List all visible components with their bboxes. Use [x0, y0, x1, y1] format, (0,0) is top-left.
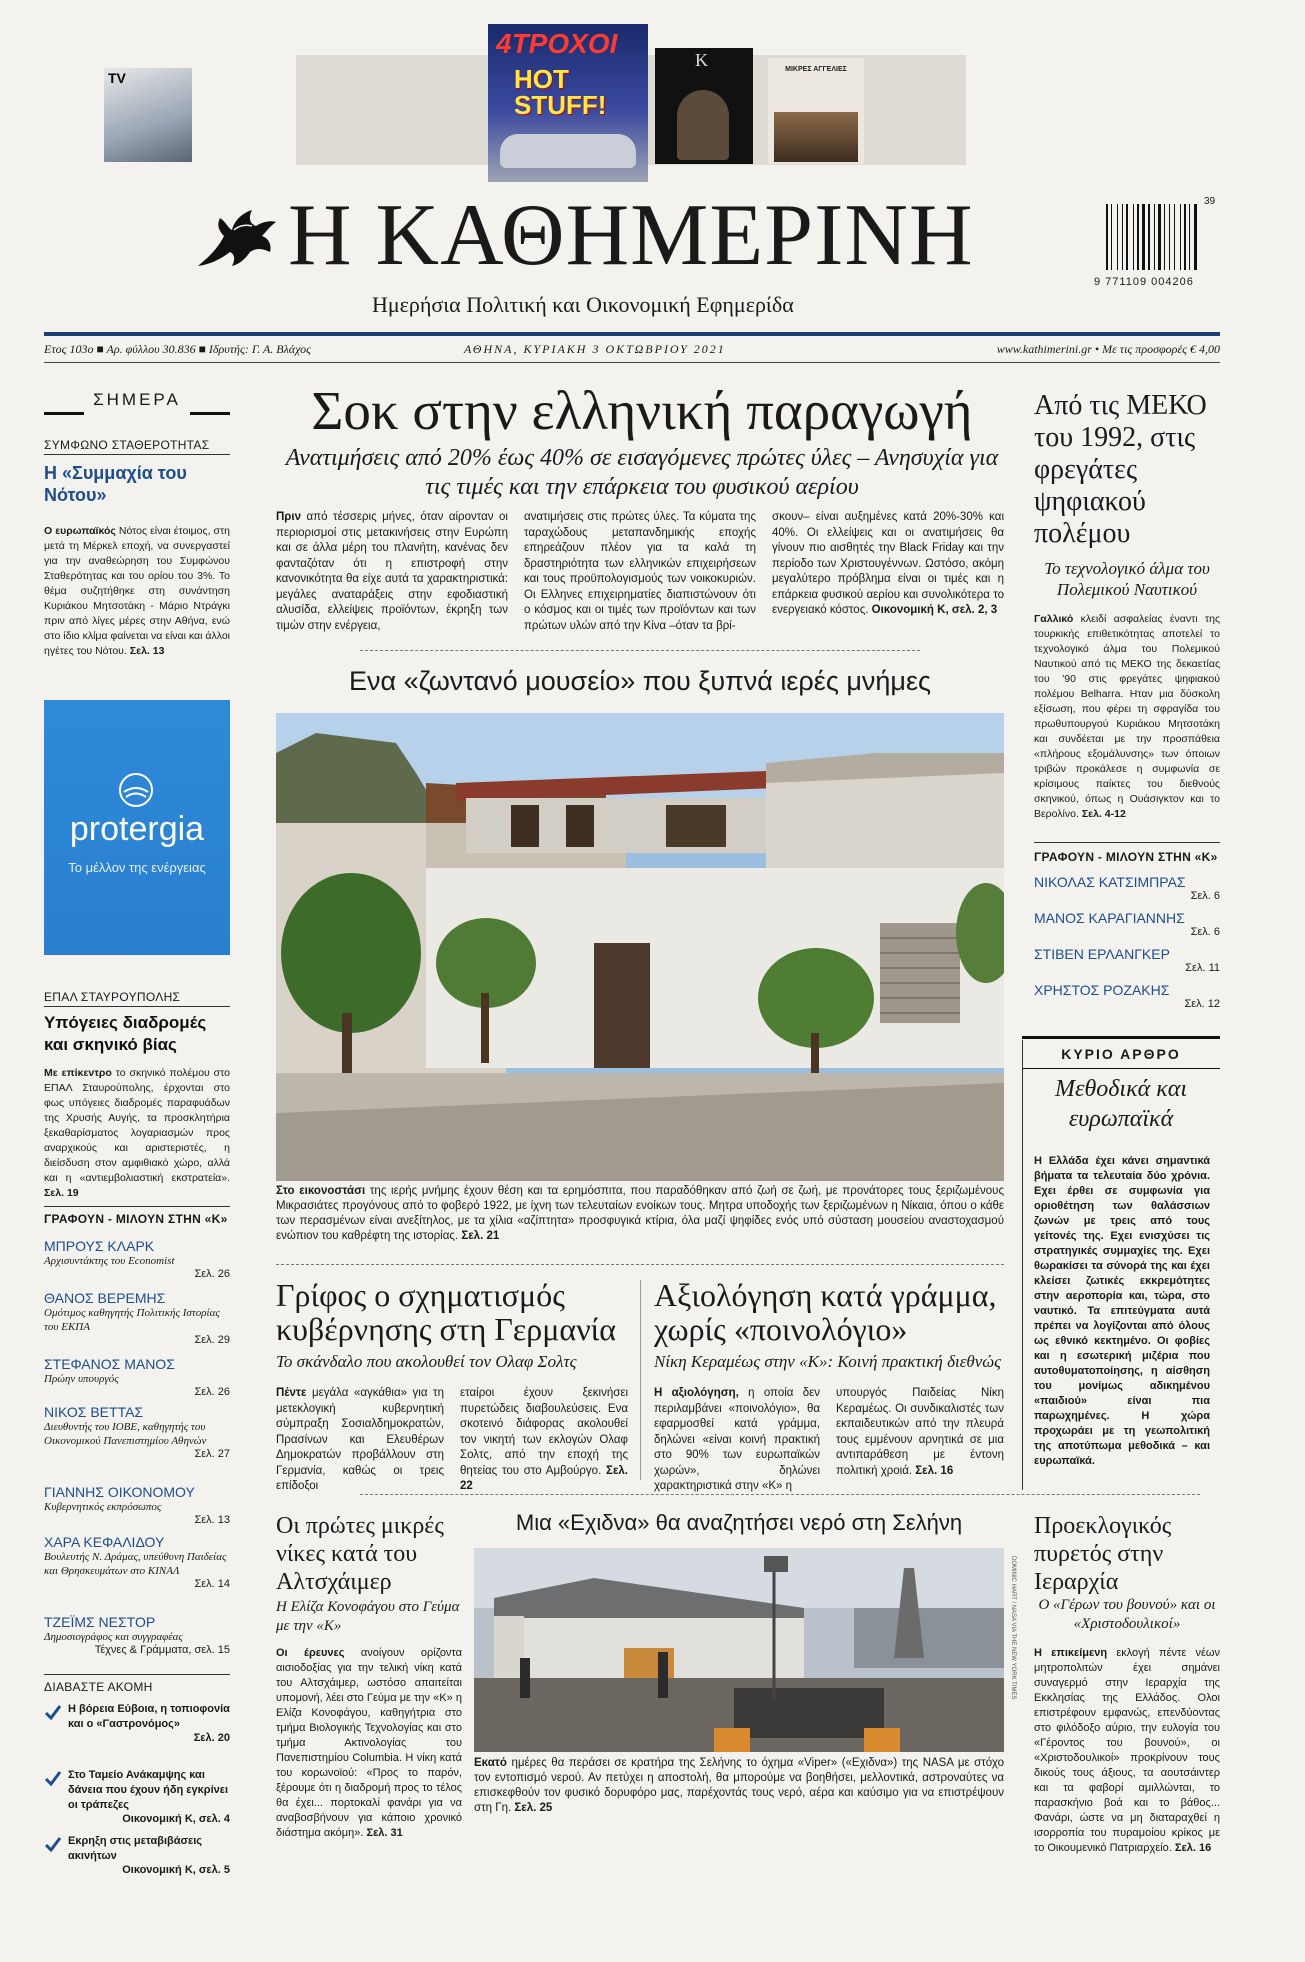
- writer-entry[interactable]: [44, 1290, 230, 1346]
- read-more-label: ΔΙΑΒΑΣΤΕ ΑΚΟΜΗ: [44, 1680, 153, 1694]
- today-rule-left: [44, 412, 84, 415]
- read-more-ref: Σελ. 20: [193, 1732, 230, 1744]
- writer-ref: Σελ. 6: [1190, 890, 1220, 902]
- evaluation-col2-text: υπουργός Παιδείας Νίκη Κεραμέως. Οι συνδικαλιστές των εκπαιδευτικών από την πλευρά τους εμμένουν αρνητικά σε μια αντιπαράθεση με έντονη πολιτική χροιά.: [836, 1387, 1004, 1477]
- editorial-label-rule: [1022, 1068, 1220, 1069]
- writer-entry[interactable]: [44, 1484, 230, 1526]
- writer-entry[interactable]: [44, 1614, 230, 1656]
- interior-image: [774, 112, 858, 162]
- story1-headline[interactable]: Η «Συμμαχία του Νότου»: [44, 463, 187, 505]
- read-more-item[interactable]: [44, 1768, 230, 1825]
- story2-lead: Με επίκεντρο: [44, 1067, 112, 1079]
- separator: [360, 650, 920, 651]
- writer-name: ΧΑΡΑ ΚΕΦΑΛΙΔΟΥ: [44, 1534, 165, 1550]
- today-label: ΣΗΜΕΡΑ: [93, 390, 181, 409]
- writer-role: Βουλευτής Ν. Δράμας, υπεύθυνη Παιδείας και Θρησκευμάτων στο ΚΙΝΑΛ: [44, 1551, 227, 1577]
- hierarchy-body: [1034, 1646, 1220, 1856]
- museum-caption-text: της ιερής μνήμης έχουν θέση και τα ερημόσπιτα, που παραδόθηκαν από ζωή σε ζωή, με προνάτορες τους ξεριζωμένους Μικρασιάτες προγόνους από το φοβερό 1922, με ίχνη των τελευταίων ενοίκων τους. Μητρα υποδοχής των ξεριζωμένων η Νίκαια, όπου ο κάθε των περασμένων είναι ανεξίτηλος, με τα χίλια «αζίπτητα» προσφυγικά κτίρια, όλα μαζί ψηφίδες ενός υπό σύσταση μουσείου αναστοχασμού ενώπιον του καθρέφτη της ιστορίας.: [276, 1185, 1004, 1242]
- main-subheadline: Ανατιμήσεις από 20% έως 40% σε εισαγόμενες πρώτες ύλες – Ανησυχία για τις τιμές και την επάρκεια του φυσικού αερίου: [285, 445, 999, 500]
- alzheimer-text: ανοίγουν ορίζοντα αισιοδοξίας για την τελική νίκη κατά του Αλτσχάιμερ, ωστόσο απαιτείται υπομονή, λέει στο Γεύμα με την «Κ» η Ελίζα Κονοφάγου, καθηγήτρια στο τμήμα Βιολογικής Τεχνολογίας και στο τμήμα Ακτινολογίας του Πανεπιστημίου Columbia. Η νίκη κατά του κορωνοϊού: «Προς το παρόν, ξέρουμε ότι η διαδρομή προς το τέλος θα έχει... πορτοκαλί φανάρι για να αναβοσβήνουν για κάποιο χρονικό διάστημα ακόμη».: [276, 1647, 462, 1839]
- left-writers-label: ΓΡΑΦΟΥΝ - ΜΙΛΟΥΝ ΣΤΗΝ «Κ»: [44, 1212, 228, 1226]
- writer-role: Αρχισυντάκτης του Economist: [44, 1255, 175, 1267]
- story2-body: [44, 1066, 230, 1201]
- barcode-bar: [1158, 204, 1161, 270]
- rule: [44, 454, 230, 455]
- today-rule-right: [190, 412, 230, 415]
- germany-subheadline: Το σκάνδαλο που ακολουθεί τον Ολαφ Σολτς: [276, 1352, 577, 1371]
- barcode-bar: [1137, 204, 1139, 270]
- writer-entry[interactable]: [44, 1534, 230, 1590]
- guitarist-image: [677, 90, 729, 160]
- barcode-bar: [1111, 204, 1112, 270]
- story1-kicker: ΣΥΜΦΩΝΟ ΣΤΑΘΕΡΟΤΗΤΑΣ: [44, 438, 210, 452]
- info-date: ΑΘΗΝΑ, ΚΥΡΙΑΚΗ 3 ΟΚΤΩΒΡΙΟΥ 2021: [464, 342, 726, 356]
- exidna-caption-text: ημέρες θα περάσει σε κρατήρα της Σελήνης το όχημα «Viper» («Εχιδνα») της NASA με στόχο τον εντοπισμό νερού. Αν πετύχει η αποστολή, θα μπορούμε να βοηθήσει, μελλοντικά, αστροναύτες να επισκεφθούν τον φυσικό δορυφόρο μας, παρέχοντάς τους νερό, αέρα και καύσιμο για να επιστρέψουν στη Γη.: [474, 1757, 1004, 1814]
- exidna-ref[interactable]: Σελ. 25: [514, 1802, 553, 1814]
- evaluation-ref[interactable]: Σελ. 16: [915, 1464, 954, 1477]
- main-col1-text: από τέσσερις μήνες, όταν αίρονταν οι περιορισμοί στις μετακινήσεις στην Ευρώπη και σε άλλα μέρη του πλανήτη, κανένας δεν φανταζόταν ότι η επιστροφή στην κανονικότητα θα είχε αυτά τα χαρακτηριστικά: μεγάλες αναταράξεις στην εφοδιαστική αλυσίδα, ελλείψεις προϊόντων, έκρηξη των τιμών στην ενέργεια,: [276, 511, 508, 632]
- writer-entry[interactable]: [1034, 910, 1220, 938]
- rule: [44, 1674, 230, 1675]
- barcode-bar: [1117, 204, 1118, 270]
- germany-col2: [460, 1386, 628, 1495]
- museum-headline[interactable]: Ενα «ζωντανό μουσείο» που ξυπνά ιερές μνήμες: [348, 666, 932, 696]
- main-col3: [772, 510, 1004, 619]
- info-website-price[interactable]: www.kathimerini.gr • Με τις προσφορές € 4,00: [996, 342, 1220, 356]
- alzheimer-headline[interactable]: Οι πρώτες μικρές νίκες κατά του Αλτσχάιμερ: [276, 1513, 444, 1595]
- museum-ref[interactable]: Σελ. 21: [461, 1230, 500, 1242]
- barcode-number: 9 771109 004206: [1094, 276, 1194, 288]
- meko-subheadline: Το τεχνολογικό άλμα του Πολεμικού Ναυτικού: [1044, 559, 1210, 599]
- read-more-item[interactable]: [44, 1834, 230, 1876]
- writer-name: ΣΤΕΦΑΝΟΣ ΜΑΝΟΣ: [44, 1356, 175, 1372]
- right-writers-label: ΓΡΑΦΟΥΝ - ΜΙΛΟΥΝ ΣΤΗΝ «Κ»: [1034, 850, 1218, 864]
- writer-name: ΧΡΗΣΤΟΣ ΡΟΖΑΚΗΣ: [1034, 982, 1170, 998]
- writer-name: ΝΙΚΟΣ ΒΕΤΤΑΣ: [44, 1404, 144, 1420]
- rule: [44, 1206, 230, 1207]
- barcode-bar: [1126, 204, 1128, 270]
- writer-entry[interactable]: [1034, 982, 1220, 1010]
- barcode-bar: [1189, 204, 1190, 270]
- story2-text: το σκηνικό πολέμου στο ΕΠΑΛ Σταυρούπολης, έρχονται στο φως υπόγειες διαδρομές παραφυάδων της Χρυσής Αυγής, τα προσκλητήρια ξεκαθαρίσματος λογαριασμών προς αναρχικούς και αριστεριστές, η διείσδυση στον αμφιθιακό χώρο, αλλά και η «αντιεμβολιαστική εκστρατεία».: [44, 1067, 230, 1184]
- promo-k-label: K: [695, 50, 708, 70]
- barcode-bar: [1142, 204, 1145, 270]
- house-photo[interactable]: [276, 713, 1004, 1181]
- checkmark-icon: [44, 1704, 62, 1722]
- editorial-box-left: [1022, 1040, 1023, 1490]
- barcode-icon: [1104, 204, 1222, 272]
- evaluation-col1-text: η οποία δεν περιλαμβάνει «ποινολόγιο», θα εφαρμοσθεί κατά γράμμα, δηλώνει «είναι κοινή πρακτική στο 90% των ευρωπαϊκών χωρών», δηλώνει χαρακτηριστικά στην «Κ» η: [654, 1387, 821, 1492]
- read-more-text: Εκρηξη στις μεταβιβάσεις ακινήτων: [68, 1835, 203, 1862]
- barcode-bar: [1184, 204, 1186, 270]
- editorial-headline[interactable]: Μεθοδικά και ευρωπαϊκά: [1055, 1076, 1187, 1132]
- promo-4trochoi-cover: HOT STUFF!: [514, 64, 607, 120]
- protergia-tagline: Το μέλλον της ενέργειας: [68, 860, 206, 875]
- read-more-ref: Οικονομική Κ, σελ. 4: [122, 1813, 230, 1825]
- writer-ref: Σελ. 29: [194, 1334, 230, 1346]
- writer-name: ΓΙΑΝΝΗΣ ΟΙΚΟΝΟΜΟΥ: [44, 1484, 195, 1500]
- writer-entry[interactable]: [44, 1404, 230, 1460]
- barcode-bar: [1164, 204, 1165, 270]
- separator: [276, 1264, 1004, 1265]
- meko-headline[interactable]: Από τις ΜΕΚΟ του 1992, στις φρεγάτες ψηφιακού πολέμου: [1034, 390, 1207, 549]
- exidna-caption: [474, 1756, 1004, 1816]
- writer-name: ΜΠΡΟΥΣ ΚΛΑΡΚ: [44, 1238, 155, 1254]
- alzheimer-ref[interactable]: Σελ. 31: [366, 1827, 403, 1839]
- hierarchy-ref[interactable]: Σελ. 16: [1174, 1842, 1212, 1854]
- promo-tv-label: TV: [108, 70, 126, 86]
- info-edition: Ετος 103ο ■ Αρ. φύλλου 30.836 ■ Ιδρυτής: Γ. Α. Βλάχος: [44, 342, 311, 356]
- writer-entry[interactable]: [44, 1238, 230, 1280]
- griffin-logo-icon: [190, 196, 280, 276]
- main-col2: ανατιμήσεις στις πρώτες ύλες. Τα κύματα της ταραχώδους μεταπανδημικής εποχής επηρεάζουν πλέον για τα καλά τη δραστηριότητα των ελληνικών επιχειρήσεων και τους προϋπολογισμούς των νοικοκυριών. Οι Ελληνες επιχειρηματίες διαπιστώνουν ότι ο κόσμος και οι τιμές των προϊόντων και των πρώτων υλών από την Κίνα –όταν τα βρί-: [524, 511, 756, 632]
- writer-entry[interactable]: [1034, 874, 1220, 902]
- promo-4trochoi-title: 4ΤΡΟΧΟΙ: [496, 28, 618, 59]
- alzheimer-subheadline: Η Ελίζα Κονοφάγου στο Γεύμα με την «Κ»: [276, 1599, 460, 1634]
- barcode-bar: [1148, 204, 1150, 270]
- promo-4trochoi-magazine[interactable]: [488, 24, 648, 182]
- meko-ref[interactable]: Σελ. 4-12: [1081, 808, 1126, 820]
- read-more-text: Η βόρεια Εύβοια, η τοπιοφονία και ο «Γαστρονόμος»: [68, 1703, 230, 1730]
- editorial-label: ΚΥΡΙΟ ΑΡΘΡΟ: [1061, 1046, 1181, 1062]
- rule: [44, 1006, 230, 1007]
- story2-kicker: ΕΠΑΛ ΣΤΑΥΡΟΥΠΟΛΗΣ: [44, 990, 181, 1004]
- hierarchy-subheadline: Ο «Γέρων του βουνού» και οι «Χριστοδουλικοί»: [1038, 1597, 1216, 1632]
- protergia-ad[interactable]: [44, 700, 230, 955]
- evaluation-headline[interactable]: Αξιολόγηση κατά γράμμα, χωρίς «ποινολόγιο»: [654, 1277, 997, 1347]
- writer-entry[interactable]: [44, 1356, 230, 1398]
- hierarchy-lead: Η επικείμενη: [1034, 1647, 1108, 1659]
- alzheimer-body: [276, 1646, 462, 1841]
- editorial-top-rule: [1022, 1036, 1220, 1039]
- masthead-title[interactable]: Η ΚΑΘΗΜΕΡΙΝΗ: [288, 187, 974, 284]
- rover-photo-credit: DOMINIC HART / NASA VIA THE NEW YORK TIMES: [1010, 1556, 1016, 1700]
- meko-body: [1034, 612, 1220, 822]
- evaluation-subheadline: Νίκη Κεραμέως στην «Κ»: Κοινή πρακτική διεθνώς: [654, 1352, 1002, 1371]
- hierarchy-headline[interactable]: Προεκλογικός πυρετός στην Ιεραρχία: [1034, 1513, 1172, 1595]
- barcode-bar: [1174, 204, 1175, 270]
- germany-col2-text: εταίροι έχουν ξεκινήσει πυρετώδεις διαβουλεύσεις. Ενα σκοτεινό διάφορας ακολουθεί τον νικητή των εκλογών Ολαφ Σολτς, από την εποχή της θητείας του στο Αμβούργο.: [460, 1387, 628, 1477]
- writer-role: Διευθυντής του ΙΟΒΕ, καθηγητής του Οικονομικού Πανεπιστημίου Αθηνών: [44, 1421, 207, 1447]
- writer-name: ΘΑΝΟΣ ΒΕΡΕΜΗΣ: [44, 1290, 166, 1306]
- barcode-bar: [1133, 204, 1134, 270]
- car-image: [500, 134, 636, 168]
- writer-entry[interactable]: [1034, 946, 1220, 974]
- read-more-text: Στο Ταμείο Ανάκαμψης και δάνεια που έχουν ήδη εγκρίνει οι τράπεζες: [68, 1769, 229, 1811]
- writer-ref: Σελ. 27: [194, 1448, 230, 1460]
- writer-name: ΤΖΕΪΜΣ ΝΕΣΤΟΡ: [44, 1614, 156, 1630]
- evaluation-col1: [654, 1386, 820, 1495]
- protergia-name: protergia: [69, 810, 205, 848]
- story1-ref[interactable]: Σελ. 13: [129, 645, 165, 657]
- germany-col1-text: μεγάλα «αγκάθια» για τη μετεκλογική κυβερνητική σύμπραξη Σοσιαλδημοκρατών, Πρασίνων και Ελευθέρων Δημοκρατών προβάλλουν στη Γερμανία, καθώς οι τρεις επίδοξοι: [276, 1387, 444, 1492]
- writer-ref: Σελ. 12: [1184, 998, 1220, 1010]
- exidna-headline[interactable]: Μια «Εχιδνα» θα αναζητήσει νερό στη Σελήνη: [515, 1510, 963, 1535]
- barcode-bar: [1122, 204, 1123, 270]
- story1-text: Νότος είναι έτοιμος, στη μετά τη Μέρκελ εποχή, να συνεργαστεί για την αναθεώρηση του Συμφώνου Σταθερότητας και του ορίου του 3%. Το θέμα συζητήθηκε στη συνάντηση Κυριάκου Μητσοτάκη - Μάριο Ντράγκι πριν από λίγες μέρες στην Αθήνα, ενώ στο ίδιο κλίμα φαίνεται να είναι και άλλοι ηγέτες του Νότου.: [44, 525, 230, 657]
- separator: [360, 1494, 1200, 1495]
- germany-lead: Πέντε: [276, 1387, 307, 1399]
- story1-lead: Ο ευρωπαϊκός: [44, 525, 116, 537]
- museum-caption: [276, 1184, 1004, 1244]
- writer-name: ΜΑΝΟΣ ΚΑΡΑΓΙΑΝΝΗΣ: [1034, 910, 1185, 926]
- checkmark-icon: [44, 1836, 62, 1854]
- rover-photo[interactable]: [474, 1548, 1004, 1752]
- main-ref[interactable]: Οικονομική Κ, σελ. 2, 3: [871, 604, 998, 616]
- barcode-bar: [1169, 204, 1170, 270]
- barcode-bar: [1194, 204, 1197, 270]
- hierarchy-text: εκλογή πέντε νέων μητροπολιτών έχει σημάνει συναγερμό στην Ιεραρχία της Εκκλησίας της Ελλάδος. Ολοι επιστρέφουν εμφανώς, επενδύοντας στο φιλόδοξο αύριο, την ευλογία του «Γέροντος του βουνού», οι «Χριστοδουλικοί» προκρίνουν τους δικούς τους άξιους, τα αουτσάιντερ και τα φαβορί αμιλλώνται, το παρασκήνιο βοά και το βάθος... Φανάρι, ώστε να μη διαταραχθεί η ισορροπία του πυραμοίου κρίκος με το Οικουμενικό Πατριαρχείο.: [1034, 1647, 1220, 1854]
- barcode-bar: [1106, 204, 1108, 270]
- barcode-issue: 39: [1204, 196, 1216, 207]
- promo-classifieds-title: ΜΙΚΡΕΣ ΑΓΓΕΛΙΕΣ: [785, 66, 847, 73]
- writer-ref: Σελ. 26: [194, 1268, 230, 1280]
- story1-body: [44, 524, 230, 659]
- writer-role: Πρώην υπουργός: [44, 1373, 119, 1385]
- germany-headline[interactable]: Γρίφος ο σχηματισμός κυβέρνησης στη Γερμανία: [276, 1277, 617, 1347]
- barcode-bar: [1154, 204, 1155, 270]
- evaluation-col2: [836, 1386, 1004, 1479]
- writer-role: Κυβερνητικός εκπρόσωπος: [44, 1501, 162, 1513]
- main-headline[interactable]: Σοκ στην ελληνική παραγωγή: [311, 380, 973, 441]
- main-lead: Πριν: [276, 511, 302, 523]
- writer-name: ΣΤΙΒΕΝ ΕΡΛΑΝΓΚΕΡ: [1034, 946, 1170, 962]
- read-more-item[interactable]: [44, 1702, 230, 1744]
- promo-k-magazine[interactable]: [655, 48, 753, 164]
- main-col3-text: σκουν– είναι αυξημένες κατά 20%-30% και 40%. Οι ελλείψεις και οι ανατιμήσεις θα γίνουν πιο αισθητές την Black Friday και την περίοδο των Χριστουγέννων. Ωστόσο, ακόμη μεγαλύτερο πρόβλημα είναι οι τιμές και η επάρκεια φυσικού αερίου και συνολικότερα το ενεργειακό κόστος.: [772, 511, 1004, 616]
- masthead-subtitle: Ημερήσια Πολιτική και Οικονομική Εφημερίδα: [372, 292, 794, 317]
- meko-text: κλειδί ασφαλείας έναντι της τουρκικής επιθετικότητας αποτελεί το τεχνολογικό άλμα του Πολεμικού Ναυτικού από τις ΜΕΚΟ της δεκαετίας του '90 στις φρεγάτες ψηφιακού πολέμου Belharra. Ηταν μια δύσκολη εξίσωση, που φέρει τη σφραγίδα του πρωθυπουργού Κυριάκου Μητσοτάκη και συνδέεται με την προσπάθεια «πλήρους εξομάλυνσης» των όποιων τριβών προκάλεσε η συμφωνία σε κρίσιμους παίκτες του διεθνούς σκηνικού, όπως η Ουάσιγκτον και το Βερολίνο.: [1034, 613, 1221, 820]
- promo-tv-supplement[interactable]: [104, 68, 192, 162]
- writer-ref: Σελ. 11: [1185, 962, 1220, 974]
- writer-role: Ομότιμος καθηγητής Πολιτικής Ιστορίας του ΕΚΠΑ: [44, 1307, 220, 1333]
- column-divider: [640, 1280, 641, 1480]
- masthead-rule: [44, 332, 1220, 336]
- main-col1: [276, 510, 508, 634]
- info-rule: [44, 362, 1220, 363]
- info-strip: [44, 338, 1220, 360]
- protergia-sun-icon: [116, 770, 156, 810]
- writer-ref: Σελ. 26: [194, 1386, 230, 1398]
- story2-headline[interactable]: Υπόγειες διαδρομές και σκηνικό βίας: [44, 1013, 207, 1054]
- rule: [1034, 842, 1220, 843]
- museum-caption-lead: Στο εικονοστάσι: [276, 1185, 366, 1197]
- story2-ref[interactable]: Σελ. 19: [44, 1187, 79, 1199]
- writer-ref: Σελ. 6: [1190, 926, 1220, 938]
- editorial-body: Η Ελλάδα έχει κάνει σημαντικά βήματα τα τελευταία δύο χρόνια. Εχει έρθει σε συμφωνία για οριοθέτηση των θαλάσσιων ζωνών με τρεις από τους γείτονές της. Εχει ενισχύσει τις στρατηγικές συμμαχίες της. Εχει θωρακίσει τα σύνορά της και έχει κλείσει ζωτικές εκκρεμότητες στην αεροπορία και, τώρα, στο ναυτικό. Τα επιτεύγματα αυτά πρέπει να λογίζονται από όλους ως εθνικό κεκτημένο. Οι φοβίες και η εσωτερική μιζέρια που αυτοθυματοποίησης, η αίσθηση του μονίμως αδικημένου «παιδιού» είναι πια παρωχημένες. Η χώρα προχωράει με τη γεωπολιτική της αποτύπωμα μεθοδικά – και ευρωπαϊκά.: [1034, 1155, 1210, 1467]
- meko-lead: Γαλλικό: [1034, 613, 1074, 625]
- writer-ref: Σελ. 13: [194, 1514, 230, 1526]
- writer-ref: Σελ. 14: [194, 1578, 230, 1590]
- writer-role: Δημοσιογράφος και συγγραφέας: [44, 1631, 183, 1643]
- writer-ref: Τέχνες & Γράμματα, σελ. 15: [94, 1644, 230, 1656]
- checkmark-icon: [44, 1770, 62, 1788]
- germany-ref[interactable]: Σελ. 22: [460, 1464, 628, 1492]
- read-more-ref: Οικονομική Κ, σελ. 5: [122, 1864, 230, 1876]
- alzheimer-lead: Οι έρευνες: [276, 1647, 345, 1659]
- germany-col1: [276, 1386, 444, 1495]
- evaluation-lead: Η αξιολόγηση,: [654, 1387, 739, 1399]
- barcode-bar: [1180, 204, 1181, 270]
- promo-classifieds[interactable]: [768, 58, 864, 164]
- writer-name: ΝΙΚΟΛΑΣ ΚΑΤΣΙΜΠΡΑΣ: [1034, 874, 1186, 890]
- exidna-caption-lead: Εκατό: [474, 1757, 507, 1769]
